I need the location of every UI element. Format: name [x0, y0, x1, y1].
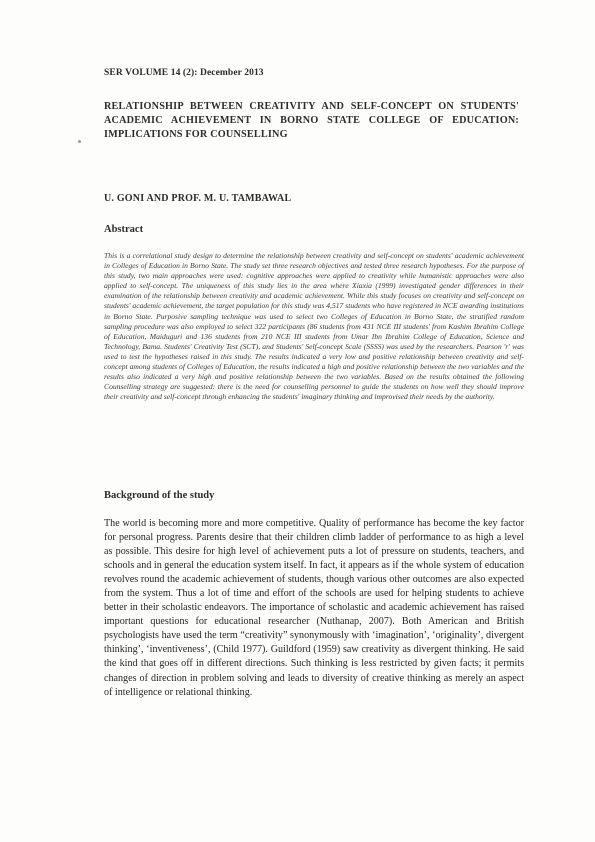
background-heading: Background of the study: [104, 490, 215, 501]
scan-speck: [78, 140, 81, 143]
abstract-heading: Abstract: [104, 224, 144, 235]
background-text-block: [104, 517, 524, 700]
background-paragraph: The world is becoming more and more competitive. Quality of performance has become the key factor for personal progress. Parents desire that their children climb ladder of performance to as high a level as possible. This desire for high level of achievement puts a lot of pressure on students, teachers, and schools and in general the education system itself. In fact, it appears as if the whole system of education revolves round the academic achievement of students, though various other outcomes are also expected from the system. Thus a lot of time and effort of the schools are used for helping students to achieve better in their scholastic endeavors. The importance of scholastic and academic achievement has raised important questions for educational researcher (Nuthanap, 2007). Both American and British psychologists have used the term “creativity” synonymously with ‘imagination’, ‘originality’, divergent thinking’, ‘inventiveness’, (Child 1977). Guildford (1959) saw creativity as divergent thinking. He said the kind that goes off in different directions. Such thinking is less restricted by given facts; it permits changes of direction in problem solving and leads to diversity of creative thinking as merely an aspect of intelligence or relational thinking.: [104, 518, 524, 698]
abstract-text: This is a correlational study design to determine the relationship between creativity and self-concept on students' academic achievement in Colleges of Education in Borno State. The study set three research objectives and tested three research hypotheses. For the purpose of this study, two main approaches were used: cognitive approaches were applied to creativity while humanistic approaches were also applied to self-concept. The uniqueness of this study lies in the area where Xiaxia (1999) investigated gender differences in their examination of the relationship between creativity and academic achievement. While this study focuses on creativity and self-concept on students' academic achievement, the target population for this study was 4,517 students who have registered in NCE awarding institutions in Borno State. Purposive sampling technique was used to select two Colleges of Education in Borno State, the stratified random sampling procedure was also employed to select 322 participants (86 students from 431 NCE III students' from Kashim Ibrahim College of Education, Maiduguri and 136 students from 210 NCE III students from Umar Ibn Ibrahim College of Education, Science and Technology, Bama. Students' Creativity Test (SCT), and Students' Self-concept Scale (SSSS) was used by the researchers. Pearson 'r' was used to test the hypotheses raised in this study. The results indicated a very low and positive relationship between creativity and self-concept among students of Colleges of Education, the results indicated a high and positive relationship between the two variables and the results also indicated a very high and positive relationship between the two variables. Based on the results obtained the following Counselling strategy are suggested: there is the need for counselling personnel to guide the students on how well they should improve their creativity and self-concept through enhancing the students' imaginary thinking and improvised their needs by the authority.: [104, 251, 524, 402]
journal-header: SER VOLUME 14 (2): December 2013: [104, 68, 264, 78]
paper-title: RELATIONSHIP BETWEEN CREATIVITY AND SELF-CONCEPT ON STUDENTS' ACADEMIC ACHIEVEMENT IN BORNO STATE COLLEGE OF EDUCATION: IMPLICATIONS FOR COUNSELLING: [104, 101, 519, 140]
authors: U. GONI AND PROF. M. U. TAMBAWAL: [104, 193, 292, 204]
